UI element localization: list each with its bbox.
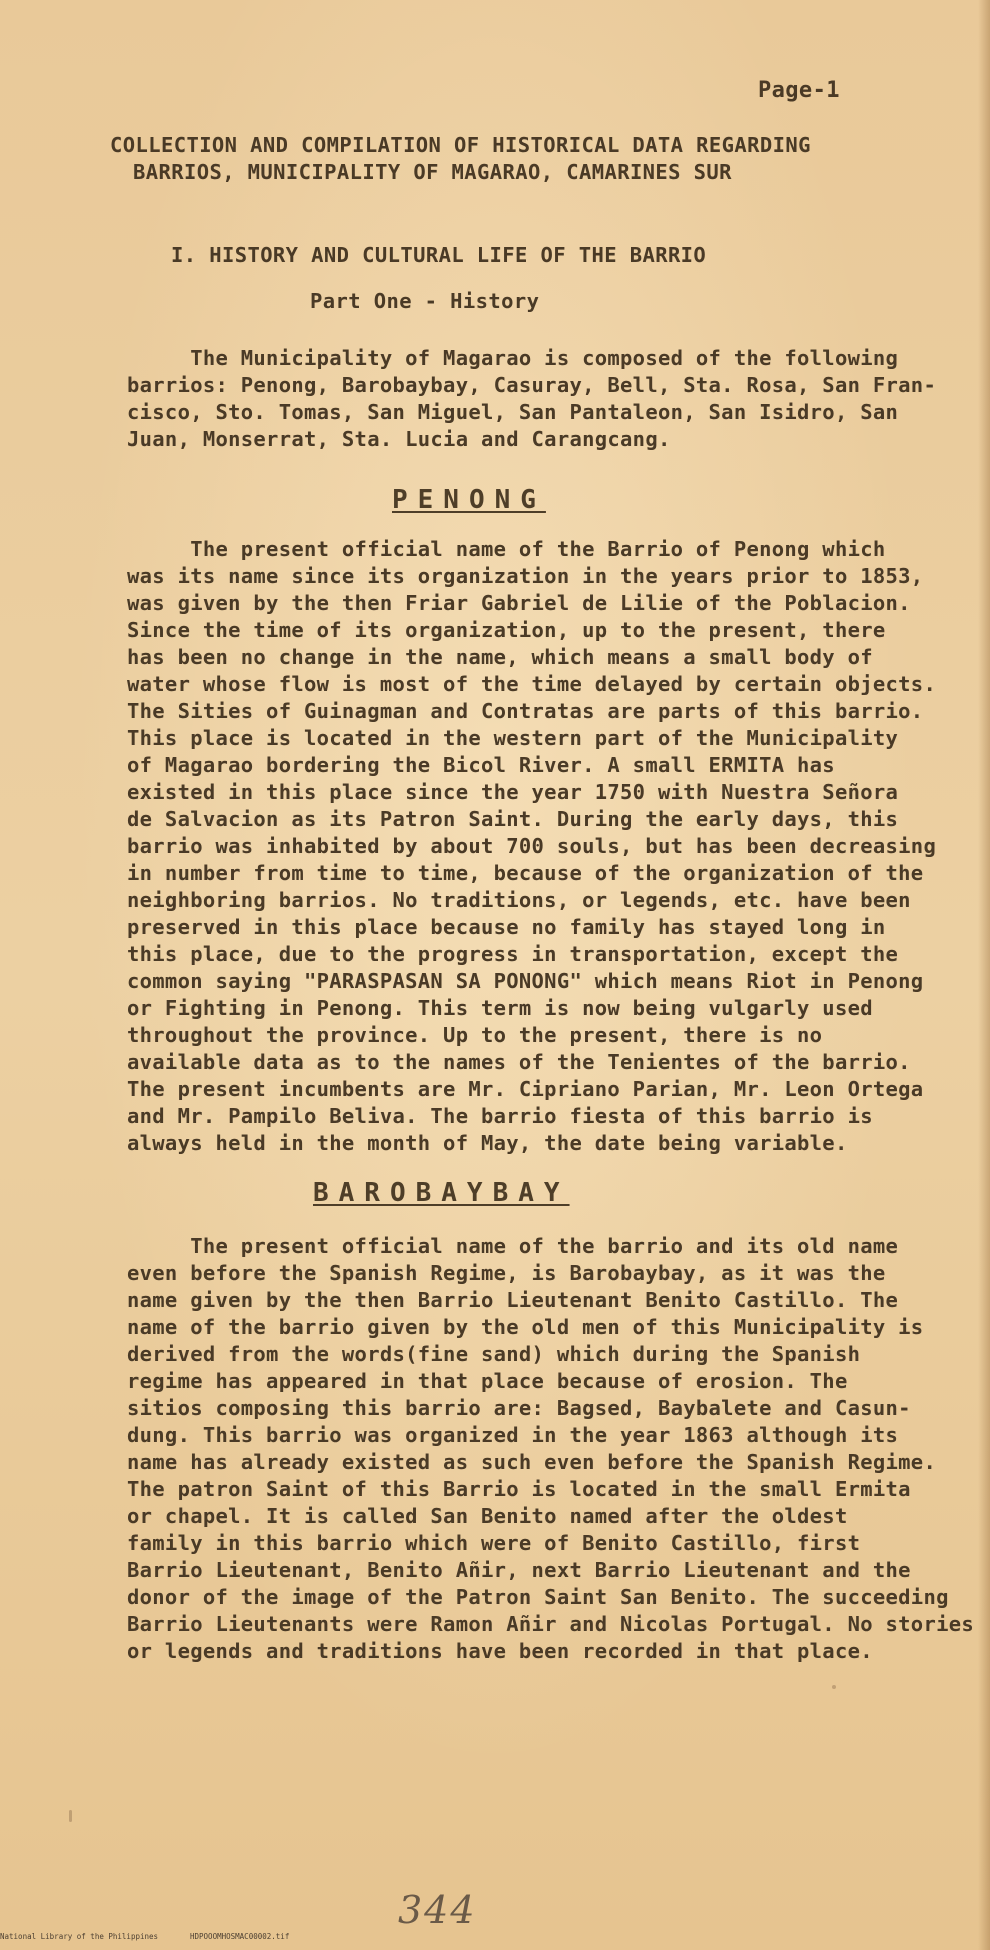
penong-line: neighboring barrios. No traditions, or legends, etc. have been: [127, 888, 911, 912]
handwritten-page-number: 344: [398, 1888, 477, 1932]
paper-mark: [832, 1685, 836, 1689]
footer-library-name: National Library of the Philippines: [0, 1932, 159, 1941]
intro-line: cisco, Sto. Tomas, San Miguel, San Pantaleon, San Isidro, San: [127, 400, 899, 424]
penong-line: throughout the province. Up to the present, there is no: [127, 1023, 823, 1047]
barrio-heading-barobaybay: BAROBAYBAY: [313, 1178, 570, 1208]
barobaybay-line: donor of the image of the Patron Saint San Benito. The succeeding: [127, 1585, 949, 1609]
barobaybay-line: or chapel. It is called San Benito named after the oldest: [127, 1504, 848, 1528]
section-heading: I. HISTORY AND CULTURAL LIFE OF THE BARRIO: [171, 243, 707, 267]
page-number: Page-1: [758, 78, 840, 103]
barobaybay-line: or legends and traditions have been recorded in that place.: [127, 1639, 873, 1663]
barrio-heading-penong: PENONG: [392, 485, 546, 515]
penong-line: or Fighting in Penong. This term is now being vulgarly used: [127, 996, 873, 1020]
penong-line: The Sities of Guinagman and Contratas are parts of this barrio.: [127, 699, 924, 723]
penong-line: was its name since its organization in the years prior to 1853,: [127, 564, 924, 588]
penong-line: has been no change in the name, which means a small body of: [127, 645, 873, 669]
penong-line: Since the time of its organization, up to the present, there: [127, 618, 886, 642]
intro-line: The Municipality of Magarao is composed of the following: [127, 346, 899, 370]
penong-line: this place, due to the progress in transportation, except the: [127, 942, 899, 966]
penong-line: The present official name of the Barrio of Penong which: [127, 537, 886, 561]
penong-line: in number from time to time, because of the organization of the: [127, 861, 924, 885]
penong-line: was given by the then Friar Gabriel de Lilie of the Poblacion.: [127, 591, 911, 615]
intro-line: barrios: Penong, Barobaybay, Casuray, Bell, Sta. Rosa, San Fran-: [127, 373, 937, 397]
page-edge-shadow: [978, 0, 990, 1950]
penong-line: de Salvacion as its Patron Saint. During the early days, this: [127, 807, 899, 831]
barobaybay-line: even before the Spanish Regime, is Barobaybay, as it was the: [127, 1261, 886, 1285]
penong-line: existed in this place since the year 1750 with Nuestra Señora: [127, 780, 899, 804]
barobaybay-line: Barrio Lieutenants were Ramon Añir and Nicolas Portugal. No stories: [127, 1612, 975, 1636]
document-title-line-1: COLLECTION AND COMPILATION OF HISTORICAL DATA REGARDING: [110, 133, 811, 157]
penong-line: water whose flow is most of the time delayed by certain objects.: [127, 672, 937, 696]
footer-file-id: HDPOOOMHOSMAC00002.tif: [190, 1932, 290, 1941]
barobaybay-line: The present official name of the barrio and its old name: [127, 1234, 899, 1258]
penong-line: preserved in this place because no family has stayed long in: [127, 915, 886, 939]
barobaybay-line: name has already existed as such even before the Spanish Regime.: [127, 1450, 937, 1474]
barobaybay-line: regime has appeared in that place because of erosion. The: [127, 1369, 848, 1393]
penong-line: This place is located in the western part of the Municipality: [127, 726, 899, 750]
penong-line: common saying "PARASPASAN SA PONONG" which means Riot in Penong: [127, 969, 924, 993]
penong-line: available data as to the names of the Tenientes of the barrio.: [127, 1050, 911, 1074]
barobaybay-line: derived from the words(fine sand) which during the Spanish: [127, 1342, 861, 1366]
penong-line: barrio was inhabited by about 700 souls, but has been decreasing: [127, 834, 937, 858]
penong-line: always held in the month of May, the date being variable.: [127, 1131, 848, 1155]
penong-line: of Magarao bordering the Bicol River. A small ERMITA has: [127, 753, 835, 777]
document-title-line-2: BARRIOS, MUNICIPALITY OF MAGARAO, CAMARINES SUR: [133, 160, 732, 184]
barobaybay-line: name given by the then Barrio Lieutenant Benito Castillo. The: [127, 1288, 899, 1312]
penong-line: and Mr. Pampilo Beliva. The barrio fiesta of this barrio is: [127, 1104, 873, 1128]
barobaybay-line: name of the barrio given by the old men of this Municipality is: [127, 1315, 924, 1339]
barobaybay-line: family in this barrio which were of Benito Castillo, first: [127, 1531, 861, 1555]
part-heading: Part One - History: [310, 289, 540, 313]
barobaybay-line: dung. This barrio was organized in the year 1863 although its: [127, 1423, 899, 1447]
paper-mark: [69, 1810, 72, 1822]
barobaybay-line: sitios composing this barrio are: Bagsed, Baybalete and Casun-: [127, 1396, 911, 1420]
intro-line: Juan, Monserrat, Sta. Lucia and Carangcang.: [127, 427, 671, 451]
barobaybay-line: Barrio Lieutenant, Benito Añir, next Barrio Lieutenant and the: [127, 1558, 911, 1582]
penong-line: The present incumbents are Mr. Cipriano Parian, Mr. Leon Ortega: [127, 1077, 924, 1101]
barobaybay-line: The patron Saint of this Barrio is located in the small Ermita: [127, 1477, 911, 1501]
